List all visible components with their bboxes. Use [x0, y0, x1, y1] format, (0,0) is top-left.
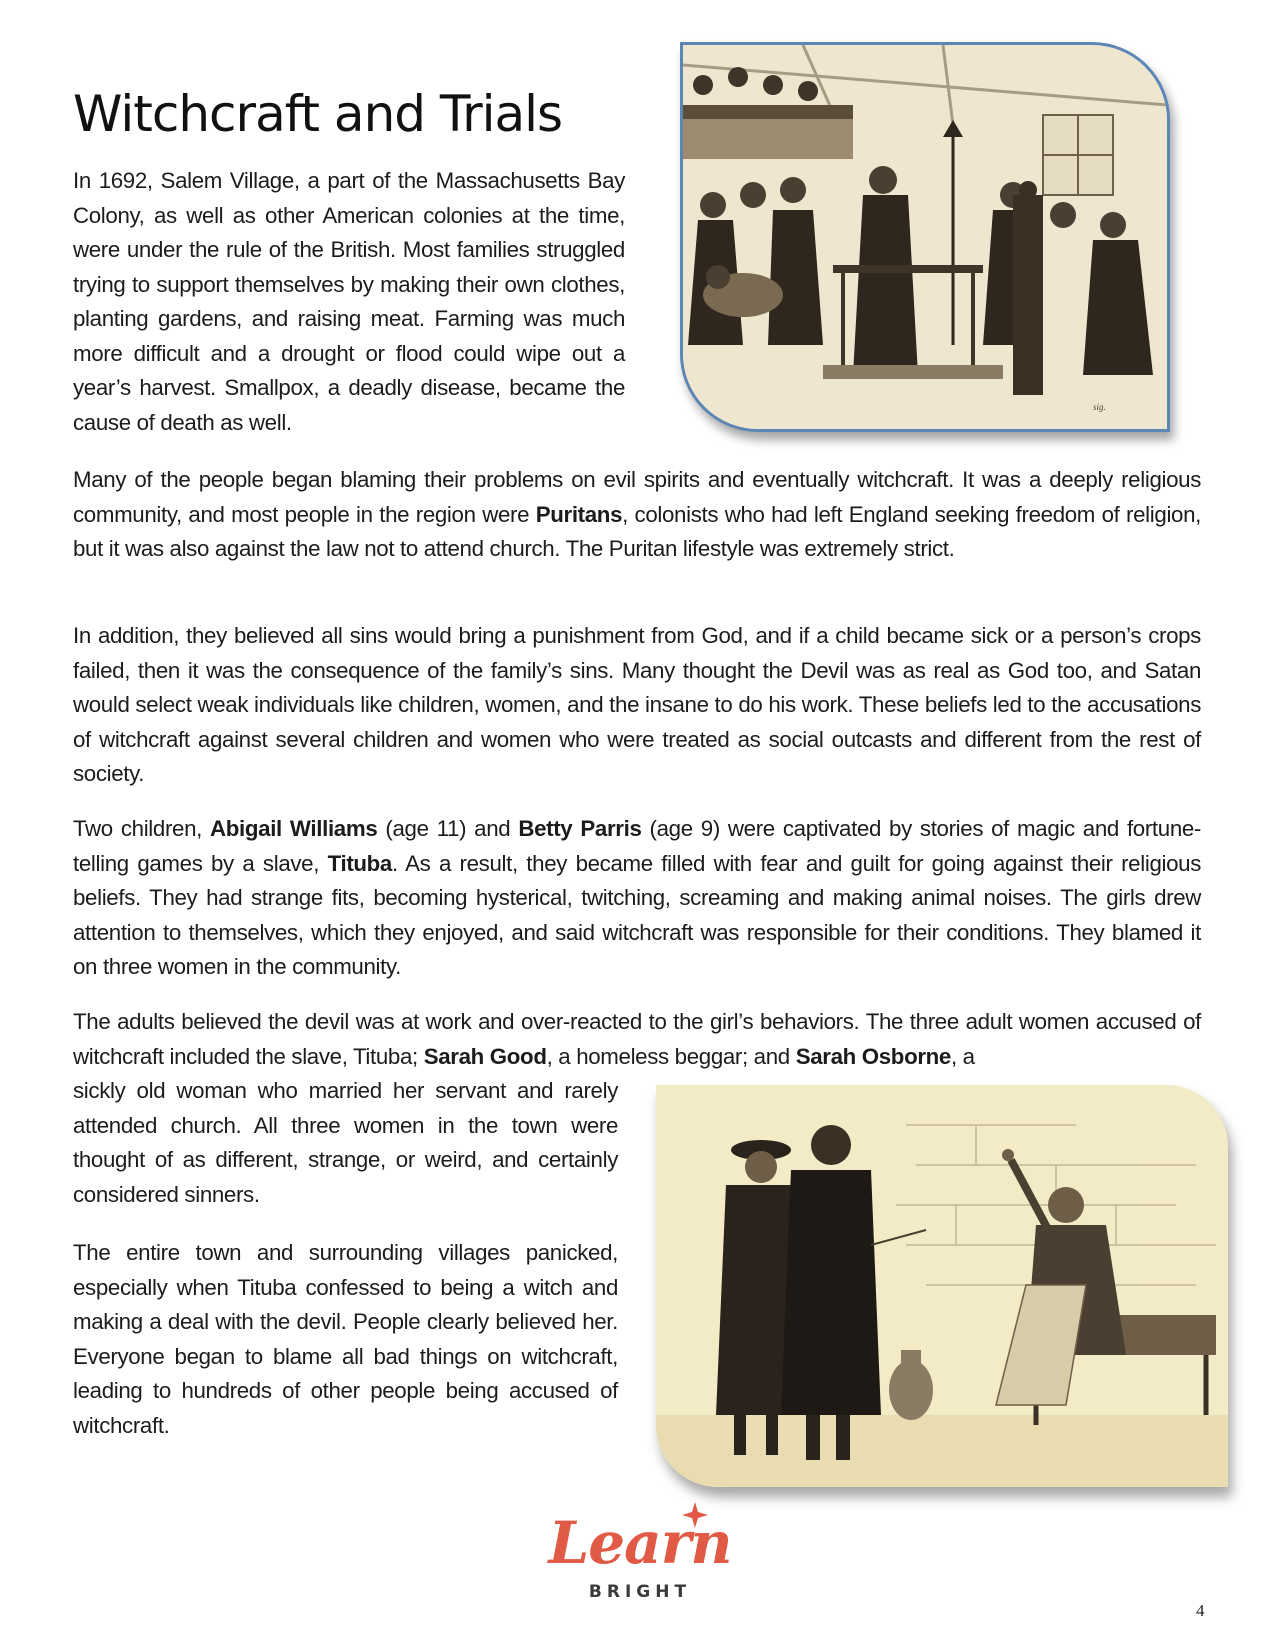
paragraph-children: Two children, Abigail Williams (age 11) and Betty Parris (age 9) were captivated by stories of magic and fortune-telling games by a slave, Tituba. As a result, they became filled with fear and guilt for going against their religious beliefs. They had strange fits, becoming hysterical, twitching, screaming and making animal noises. The girls drew attention to themselves, which they enjoyed, and said witchcraft was responsible for their conditions. They blamed it on three women in the community.: [73, 816, 1201, 979]
paragraph-salem-1692: In 1692, Salem Village, a part of the Massachusetts Bay Colony, as well as other American colonies at the time, were under the rule of the British. Most families struggled trying to support themselves by making their own clothes, planting gardens, and raising meat. Farming was much more difficult and a drought or flood could wipe out a year’s harvest. Smallpox, a deadly disease, became the cause of death as well.: [73, 168, 625, 435]
accusation-illustration: [656, 1085, 1228, 1487]
name-betty-parris: Betty Parris: [518, 816, 642, 841]
page-title: Witchcraft and Trials: [73, 85, 563, 143]
paragraph-beliefs: In addition, they believed all sins would bring a punishment from God, and if a child became sick or a person’s crops failed, then it was the consequence of the family’s sins. Many thought the Devil was as real as God too, and Satan would select weak individuals like children, women, and the insane to do his work. These beliefs led to the accusations of witchcraft against several children and women who were treated as social outcasts and different from the rest of society.: [73, 623, 1201, 786]
name-sarah-good: Sarah Good: [423, 1043, 547, 1069]
paragraph-accused-women-continued: sickly old woman who married her servant and rarely attended church. All three women in the town were thought of as different, strange, or weird, and certainly considered sinners.: [73, 1078, 618, 1207]
svg-text:sig.: sig.: [1093, 402, 1106, 412]
paragraph-accused-women: The adults believed the devil was at work and over-reacted to the girl’s behaviors. The three adult women accused of witchcraft included the slave, Tituba; Sarah Good, a homeless beggar; and Sarah Osborne, a: [73, 1009, 1201, 1069]
paragraph-panic: The entire town and surrounding villages panicked, especially when Tituba confessed to being a witch and making a deal with the devil. People clearly believed her. Everyone began to blame all bad things on witchcraft, leading to hundreds of other people being accused of witchcraft.: [73, 1240, 618, 1438]
term-puritans: Puritans: [535, 501, 623, 527]
name-sarah-osborne: Sarah Osborne: [795, 1043, 951, 1069]
courtroom-illustration: [680, 42, 1170, 432]
learn-bright-logo: [530, 1508, 750, 1620]
logo-word: Learn: [548, 1509, 732, 1577]
name-abigail-williams: Abigail Williams: [210, 816, 378, 841]
paragraph-puritans: Many of the people began blaming their problems on evil spirits and eventually witchcraft. It was a deeply religious community, and most people in the region were Puritans, colonists who had left England seeking freedom of religion, but it was also against the law not to attend church. The Puritan lifestyle was extremely strict.: [73, 467, 1201, 561]
page-number: 4: [1196, 1601, 1205, 1620]
name-tituba: Tituba: [327, 850, 392, 876]
logo-subtitle: BRIGHT: [588, 1582, 692, 1602]
